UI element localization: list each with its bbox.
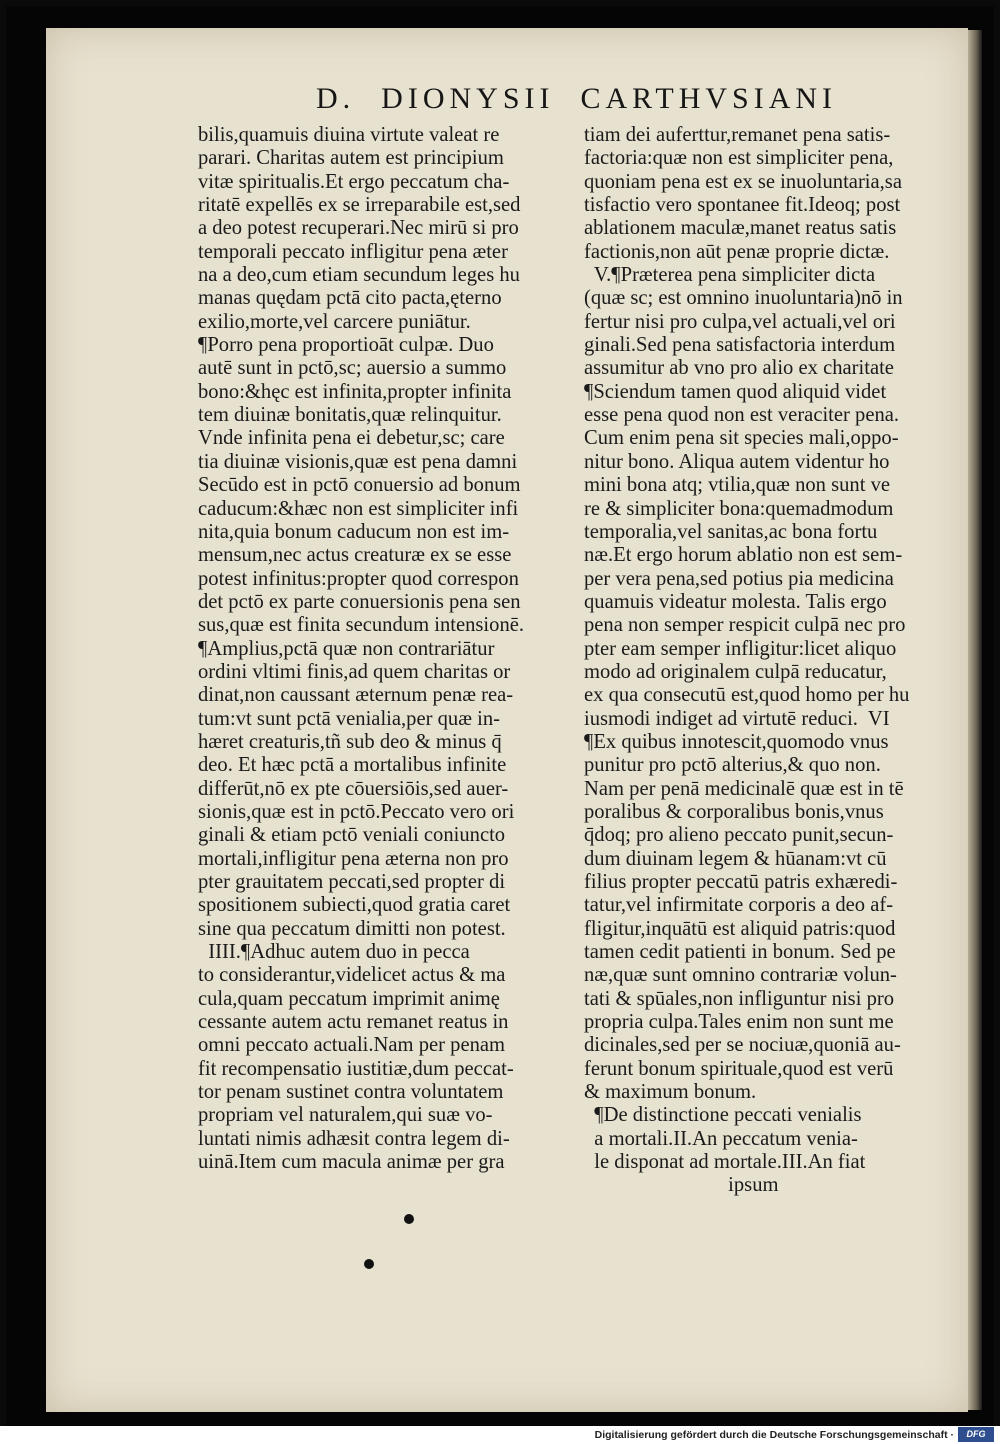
text-line: uinā.Item cum macula animæ per gra <box>198 1151 505 1174</box>
text-line: tia diuinæ visionis,quæ est pena damni <box>198 450 518 473</box>
text-line: tamen cedit patienti in bonum. Sed pe <box>584 941 896 964</box>
text-line: dinat,non caussant æternum penæ rea- <box>198 684 514 707</box>
text-line: exilio,morte,vel carcere puniātur. <box>198 310 471 333</box>
text-line: ferunt bonum spirituale,quod est verū <box>584 1057 894 1080</box>
text-line: autē sunt in pctō,sc; auersio a summo <box>198 357 507 380</box>
running-head <box>316 82 836 122</box>
text-line: na a deo,cum etiam secundum leges hu <box>198 264 520 287</box>
text-line: differūt,nō ex pte cōuersiōis,sed auer- <box>198 777 509 800</box>
text-line: cula,quam peccatum imprimit animę <box>198 987 500 1010</box>
text-line: tum:vt sunt pctā venialia,per quæ in- <box>198 707 500 730</box>
text-line: ablationem maculæ,manet reatus satis <box>584 217 897 240</box>
dfg-logo: DFG <box>958 1427 994 1442</box>
text-line: a deo potest recuperari.Nec mirū si pro <box>198 217 519 240</box>
text-line: fertur nisi pro culpa,vel actuali,vel ori <box>584 310 896 333</box>
text-line: modo ad originalem culpā reducatur, <box>584 660 887 683</box>
text-line: factionis,non aūt penæ proprie dictæ. <box>584 240 890 263</box>
text-line: temporali peccato infligitur pena æter <box>198 240 508 263</box>
ornament-dot <box>404 1214 414 1224</box>
text-line: tor penam sustinet contra voluntatem <box>198 1081 504 1104</box>
text-line: potest infinitus:propter quod correspon <box>198 567 519 590</box>
text-line: ipsum <box>584 1174 779 1197</box>
text-line: punitur pro pctō alterius,& quo non. <box>584 754 881 777</box>
text-line: luntati nimis adhæsit contra legem di- <box>198 1127 510 1150</box>
text-line: parari. Charitas autem est principium <box>198 147 504 170</box>
text-line: temporalia,vel sanitas,ac bona fortu <box>584 520 878 543</box>
text-line: mensum,nec actus creaturæ ex se esse <box>198 544 512 567</box>
running-head-word: CARTHVSIANI <box>580 82 838 115</box>
text-line: assumitur ab vno pro alio ex charitate <box>584 357 894 380</box>
text-line: IIII.¶Adhuc autem duo in pecca <box>198 941 470 964</box>
text-line: ¶Porro pena proportioāt culpæ. Duo <box>198 334 494 357</box>
text-line: deo. Et hæc pctā a mortalibus infinite <box>198 754 507 777</box>
text-line: ritatē expellēs ex se irreparabile est,sed <box>198 194 521 217</box>
text-line: spositionem subiecti,quod gratia caret <box>198 894 511 917</box>
text-line: per vera pena,sed potius pia medicina <box>584 567 894 590</box>
text-line: ¶Ex quibus innotescit,quomodo vnus <box>584 730 889 753</box>
text-line: tisfactio vero spontanee fit.Ideoq; post <box>584 194 901 217</box>
text-line: det pctō ex parte conuersionis pena sen <box>198 590 521 613</box>
text-line: Cum enim pena sit species mali,oppo- <box>584 427 899 450</box>
text-line: pter grauitatem peccati,sed propter di <box>198 871 506 893</box>
text-line: manas quędam pctā cito pacta,ęterno <box>198 287 502 310</box>
text-line: pter eam semper infligitur:licet aliquo <box>584 637 897 660</box>
text-line: q̄doq; pro alieno peccato punit,secun- <box>584 824 894 847</box>
text-line: dicinales,sed per se nociuæ,quoniā au- <box>584 1034 901 1057</box>
text-line: factoria:quæ non est simpliciter pena, <box>584 147 894 170</box>
text-line: iusmodi indiget ad virtutē reduci. VI <box>584 707 890 730</box>
text-line: nitur bono. Aliqua autem videntur ho <box>584 450 890 473</box>
text-line: V.¶Præterea pena simpliciter dicta <box>584 264 876 287</box>
text-line: fit recompensatio iustitiæ,dum peccat- <box>198 1057 514 1080</box>
text-line: fligitur,inquātū est aliquid patris:quod <box>584 917 896 940</box>
text-line: ginali.Sed pena satisfactoria interdum <box>584 334 896 357</box>
text-line: propria culpa.Tales enim non sunt me <box>584 1011 894 1034</box>
text-line: tem diuinæ bonitatis,quæ relinquitur. <box>198 404 502 427</box>
text-line: sionis,quæ est in pctō.Peccato vero ori <box>198 800 515 823</box>
text-line: sine qua peccatum dimitti non potest. <box>198 917 506 940</box>
text-line: tiam dei auferttur,remanet pena satis- <box>584 124 891 146</box>
text-line: Nam per penā medicinalē quæ est in tē <box>584 777 904 800</box>
text-line: Vnde infinita pena ei debetur,sc; care <box>198 427 505 450</box>
text-line: dum diuinam legem & hūanam:vt cū <box>584 847 887 870</box>
text-line: propriam vel naturalem,qui suæ vo- <box>198 1104 493 1127</box>
text-line: mortali,infligitur pena æterna non pro <box>198 847 509 870</box>
text-line: ginali & etiam pctō veniali coniuncto <box>198 824 506 847</box>
left-text-column <box>198 124 574 1174</box>
text-line: re & simpliciter bona:quemadmodum <box>584 497 894 520</box>
footer-credit: Digitalisierung gefördert durch die Deutsche Forschungsgemeinschaft · <box>594 1429 954 1441</box>
right-text-column <box>584 124 968 1198</box>
text-line: (quæ sc; est omnino inuoluntaria)nō in <box>584 287 903 310</box>
running-head-word: DIONYSII <box>381 82 555 115</box>
text-line: a mortali.II.An peccatum venia- <box>584 1127 858 1150</box>
text-line: poralibus & corporalibus bonis,vnus <box>584 800 884 823</box>
text-line: næ.Et ergo horum ablatio non est sem- <box>584 544 903 567</box>
text-line: ¶Sciendum tamen quod aliquid videt <box>584 380 887 403</box>
text-line: quoniam pena est ex se inuoluntaria,sa <box>584 170 902 193</box>
text-line: esse pena quod non est veraciter pena. <box>584 404 900 427</box>
text-line: næ,quæ sunt omnino contrariæ volun- <box>584 964 897 987</box>
text-line: ordini vltimi finis,ad quem charitas or <box>198 660 511 683</box>
text-line: quamuis videatur molesta. Talis ergo <box>584 590 887 613</box>
text-line: ¶Amplius,pctā quæ non contrariātur <box>198 637 495 660</box>
text-line: bono:&hęc est infinita,propter infinita <box>198 380 512 403</box>
text-line: tati & spūales,non infliguntur nisi pro <box>584 987 895 1010</box>
text-line: ¶De distinctione peccati venialis <box>584 1104 862 1127</box>
text-line: caducum:&hæc non est simpliciter infi <box>198 497 519 520</box>
text-line: tatur,vel infirmitate corporis a deo af- <box>584 894 894 917</box>
page-edge <box>968 30 982 1410</box>
text-line: bilis,quamuis diuina virtute valeat re <box>198 124 500 146</box>
text-line: filius propter peccatū patris exhæredi- <box>584 871 898 893</box>
running-head-word: D. <box>316 82 356 115</box>
text-line: nita,quia bonum caducum non est im- <box>198 520 510 543</box>
text-line: sus,quæ est finita secundum intensionē. <box>198 614 525 637</box>
text-line: le disponat ad mortale.III.An fiat <box>584 1151 866 1174</box>
ornament-dot <box>364 1259 374 1269</box>
text-line: pena non semper respicit culpā nec pro <box>584 614 906 637</box>
text-line: omni peccato actuali.Nam per penam <box>198 1034 506 1057</box>
text-line: Secūdo est in pctō conuersio ad bonum <box>198 474 521 497</box>
text-line: & maximum bonum. <box>584 1081 757 1104</box>
text-line: to considerantur,videlicet actus & ma <box>198 964 506 987</box>
text-line: cessante autem actu remanet reatus in <box>198 1011 509 1034</box>
text-line: vitæ spiritualis.Et ergo peccatum cha- <box>198 170 510 193</box>
text-line: ex qua consecutū est,quod homo per hu <box>584 684 910 707</box>
text-line: mini bona atq; vtilia,quæ non sunt ve <box>584 474 891 497</box>
text-line: hæret creaturis,tñ sub deo & minus q̄ <box>198 730 502 753</box>
